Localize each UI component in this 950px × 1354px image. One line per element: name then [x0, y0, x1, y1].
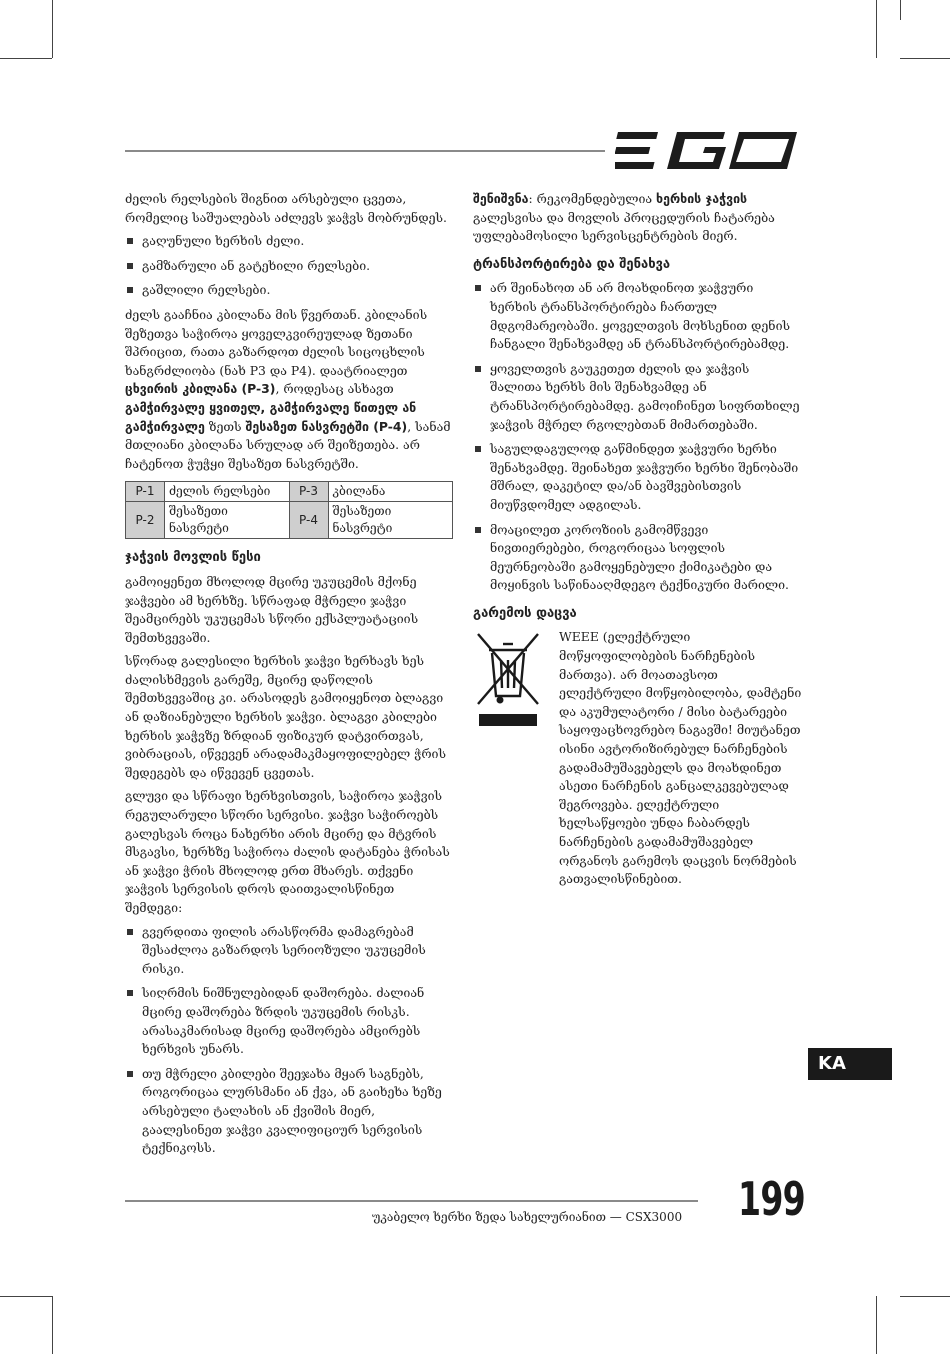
right-column	[473, 190, 803, 889]
left-column	[125, 190, 455, 1164]
list-item: სიღრმის ნიშნულებიდან დაშორება. ძალიან მცირე დაშორება ზრდის უკუცემის რისკს. არასაკმარისად მცირე დაშორება ამცირებს ხერხვის უნარს.	[125, 984, 455, 1058]
paragraph: სწორად გალესილი ხერხის ჯაჭვი ხერხავს ხეს ძალისხმევის გარეშე, მცირე დაწოლის შემთხვევაშიც კი. არასოდეს გამოიყენოთ ბლაგვი ან დაზიანებული ხერხის ჯაჭვი. ბლაგვი კბილები ხერხის ჯაჭვზე ზრდიან ფიზიკურ დატვირთვას, ვიბრაციას, იწვევენ არადამაკმაყოფილებელ ჭრის შედეგებს და იწვევენ ცვეთას.	[125, 653, 447, 780]
crop-mark	[876, 0, 877, 58]
language-badge: KA	[808, 1048, 892, 1080]
table-row: P-2 შესაზეთი ნასვრეტი P-4 შესაზეთი ნასვრეტი	[126, 502, 453, 539]
lubrication-paragraph: ძელს გააჩნია კბილანა მის წვერთან. კბილანის შეზეთვა საჭიროა ყოველკვირეულად ზეთანი შპრიცით, რათა გაზარდოთ ძელის სიცოცხლის ხანგრძლიობა (ნახ P3 და P4). დაატრიალეთ ცხვირის კბილანა (P-3), როდესაც ასხავთ გამჭირვალე ყვითელ, გამჭირვალე წითელ ან გამჭირვალე ზეთს შესაზეთ ნასვრეტში (P-4), სანამ მთლიანი კბილანა სრულად არ შეიზეთება. არ ჩატენოთ ჭუჭყი შესაზეთ ნასვრეტში.	[125, 306, 451, 471]
list-item: გვერდითა ფილის არასწორმა დამაგრებამ შესაძლოა გაზარდოს სერიოზული უკუცემის რისკი.	[125, 923, 455, 979]
footer-rule	[125, 1200, 698, 1202]
crop-mark	[876, 1296, 877, 1354]
crop-mark	[0, 1296, 52, 1297]
section-heading: ტრანსპორტირება და შენახვა	[473, 256, 671, 272]
crop-mark	[52, 1296, 53, 1354]
list-item: მოაცილეთ კოროზიის გამომწვევი ნივთიერებები, როგორიცაა სოფლის მეურნეობაში გამოყენებული ქიმიკატები და მოყინვის საწინააღმდეგო ტექნიკური მარილი.	[473, 521, 803, 595]
list-item: ყოველთვის გაუკეთეთ ძელის და ჯაჭვის შალითა ხერხს მის შენახვამდე ან ტრანსპორტირებამდე. გამოიჩინეთ სიფრთხილე ჯაჭვის მჭრელ რგოლებთან მიმართებაში.	[473, 360, 803, 434]
crop-mark	[900, 1296, 950, 1297]
list-item: გამზარული ან გატეხილი რელსები.	[125, 257, 455, 276]
list-item: გაღუნული ხერხის ძელი.	[125, 232, 455, 251]
paragraph: გამოიყენეთ მხოლოდ მცირე უკუცემის მქონე ჯაჭვები ამ ხერხზე. სწრაფად მჭრელი ჯაჭვი შეამცირებს უკუცემას სწორი ექსპლუატაციის შემთხვევაში.	[125, 573, 419, 645]
section-heading: გარემოს დაცვა	[473, 605, 577, 621]
bullet-list	[125, 923, 455, 1158]
paragraph: გლუვი და სწრაფი ხერხვისთვის, საჭიროა ჯაჭვის რეგულარული სწორი სერვისი. ჯაჭვი საჭიროებს გალესვას როცა ნახერხი არის მცირე და მტვრის მსგავსი, ხერხზე საჭიროა ძალის დატანება ჭრისას ან ჯაჭვი ჭრის მხოლოდ ერთ მხარეს. თქვენი ჯაჭვის სერვისის დროს დაითვალისწინეთ შემდეგი:	[125, 788, 450, 915]
intro-text: ძელის რელსების შიგნით არსებული ცვეთა, რომელიც საშუალებას აძლევს ჯაჭვს მობრუნდეს.	[125, 191, 447, 225]
section-heading: ჯაჭვის მოვლის წესი	[125, 550, 261, 566]
footer-text: უკაბელო ხერხი ზედა სახელურიანით — CSX3000	[372, 1210, 683, 1224]
parts-legend-table	[125, 481, 453, 539]
crop-mark	[900, 0, 901, 20]
weee-text: WEEE (ელექტრული მოწყოფილობების ნარჩენების მართვა). არ მოათავსოთ ელექტრული მოწყობილობა, დამტენი და აკუმულატორი / მისი ბატარეები საყოფაცხოვრებო ნაგავში! მიუტანეთ ისინი ავტორიზირებულ ნარჩენების გადამამუშავებელს და მოახდინეთ ასეთი ნარჩენის განცალკევებულად შეგროვება. ელექტრული ხელსაწყოები უნდა ჩაბარდეს ნარჩენების გადამამუშავებელ ორგანოს გარემოს დაცვის ნორმების გათვალისწინებით.	[559, 629, 802, 887]
ego-logo	[615, 128, 800, 174]
crossed-out-wheelie-bin-icon	[473, 628, 543, 728]
table-row: P-1 ძელის რელსები P-3 კბილანა	[126, 482, 453, 502]
bullet-list	[125, 232, 455, 300]
page-number: 199	[738, 1172, 805, 1226]
crop-mark	[900, 58, 950, 59]
list-item: საგულდაგულოდ გაწმინდეთ ჯაჭვური ხერხი შენახვამდე. შეინახეთ ჯაჭვური ხერხი შენობაში მშრალ, დაკეტილ და/ან ბავშვებისთვის მიუწვდომელ ადგილას.	[473, 440, 803, 514]
list-item: თუ მჭრელი კბილები შეეჯახა მყარ საგნებს, როგორიცაა ლურსმანი ან ქვა, ან გაიხეხა ხეზე არსებული ტალახის ან ქვიშის მიერ, გაალესინეთ ჯაჭვი კვალიფიციურ სერვისის ტექნიკოსს.	[125, 1065, 455, 1158]
list-item: არ შეინახოთ ან არ მოახდინოთ ჯაჭვური ხერხის ტრანსპორტირება ჩართულ მდგომარეობაში. ყოველთვის მოხსენით დენის ჩანგალი შენახვამდე ან ტრანსპორტირებამდე.	[473, 279, 803, 353]
note-paragraph: შენიშვნა: რეკომენდებულია ხერხის ჯაჭვის გალესვისა და მოვლის პროცედურის ჩატარება უფლებამოსილი სერვისცენტრების მიერ.	[473, 191, 775, 244]
crop-mark	[0, 58, 52, 59]
crop-mark	[52, 0, 53, 58]
list-item: გაშლილი რელსები.	[125, 281, 455, 300]
header-rule	[125, 150, 605, 152]
bullet-list	[473, 279, 803, 595]
weee-block	[473, 628, 803, 888]
